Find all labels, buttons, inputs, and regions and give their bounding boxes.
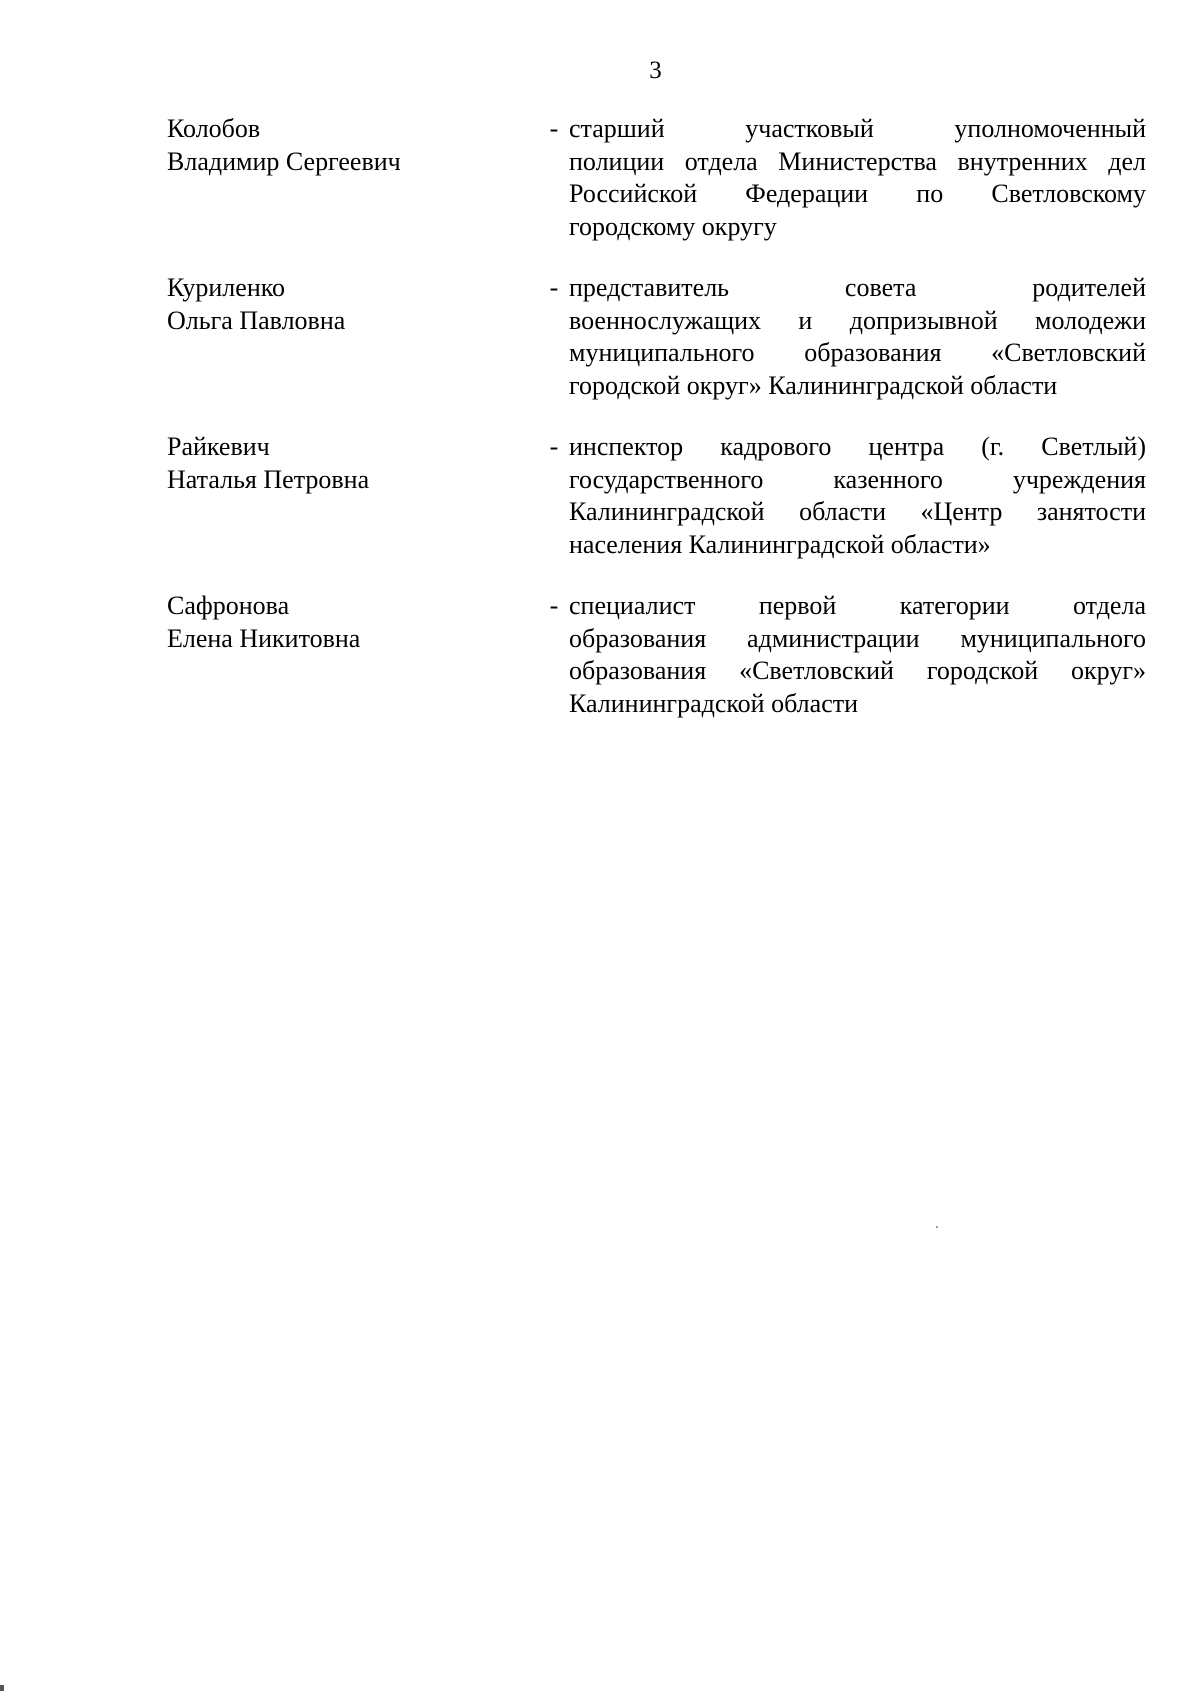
member-entry xyxy=(167,590,1146,720)
member-dash: - xyxy=(549,114,559,143)
commission-members-list xyxy=(167,113,1146,749)
member-role-line: представитель совета родителей xyxy=(569,273,1146,302)
scan-speck xyxy=(936,1226,938,1228)
member-role-line: полиции отдела Министерства внутренних дел xyxy=(569,146,1146,176)
member-role-line: Российской Федерации по Светловскому xyxy=(569,179,1146,208)
member-dash: - xyxy=(549,432,559,461)
member-role-line: Калининградской области xyxy=(569,688,859,718)
member-entry xyxy=(167,272,1146,402)
member-role-line: населения Калининградской области» xyxy=(569,529,991,559)
member-given-names: Наталья Петровна xyxy=(167,464,370,494)
member-given-names: Елена Никитовна xyxy=(167,623,361,653)
member-dash: - xyxy=(549,591,559,620)
member-name xyxy=(167,590,539,655)
member-role-line: муниципального образования «Светловский xyxy=(569,338,1146,367)
member-entry xyxy=(167,431,1146,561)
member-surname: Колобов xyxy=(167,114,261,143)
member-role-line: городскому округу xyxy=(569,211,777,241)
member-role-line: специалист первой категории отдела xyxy=(569,591,1146,620)
member-role-line: образования администрации муниципального xyxy=(569,623,1146,653)
member-entry xyxy=(167,113,1146,243)
member-role-line: военнослужащих и допризывной молодежи xyxy=(569,305,1146,335)
scan-edge-mark xyxy=(0,1685,4,1691)
member-surname: Сафронова xyxy=(167,591,290,620)
member-given-names: Владимир Сергеевич xyxy=(167,146,401,176)
member-surname: Куриленко xyxy=(167,273,286,302)
member-role xyxy=(569,113,1146,243)
member-role xyxy=(569,272,1146,402)
member-role-line: образования «Светловский городской округ» xyxy=(569,656,1146,685)
member-given-names: Ольга Павловна xyxy=(167,305,346,335)
member-surname: Райкевич xyxy=(167,432,270,461)
member-role-line: городской округ» Калининградской области xyxy=(569,370,1058,400)
member-role-line: Калининградской области «Центр занятости xyxy=(569,497,1146,526)
member-role-line: старший участковый уполномоченный xyxy=(569,114,1146,143)
member-dash: - xyxy=(549,273,559,302)
member-role-line: инспектор кадрового центра (г. Светлый) xyxy=(569,432,1146,461)
member-role-line: государственного казенного учреждения xyxy=(569,464,1146,494)
member-role xyxy=(569,431,1146,561)
member-name xyxy=(167,431,539,496)
page-number: 3 xyxy=(649,57,662,84)
member-name xyxy=(167,113,539,178)
member-role xyxy=(569,590,1146,720)
member-name xyxy=(167,272,539,337)
